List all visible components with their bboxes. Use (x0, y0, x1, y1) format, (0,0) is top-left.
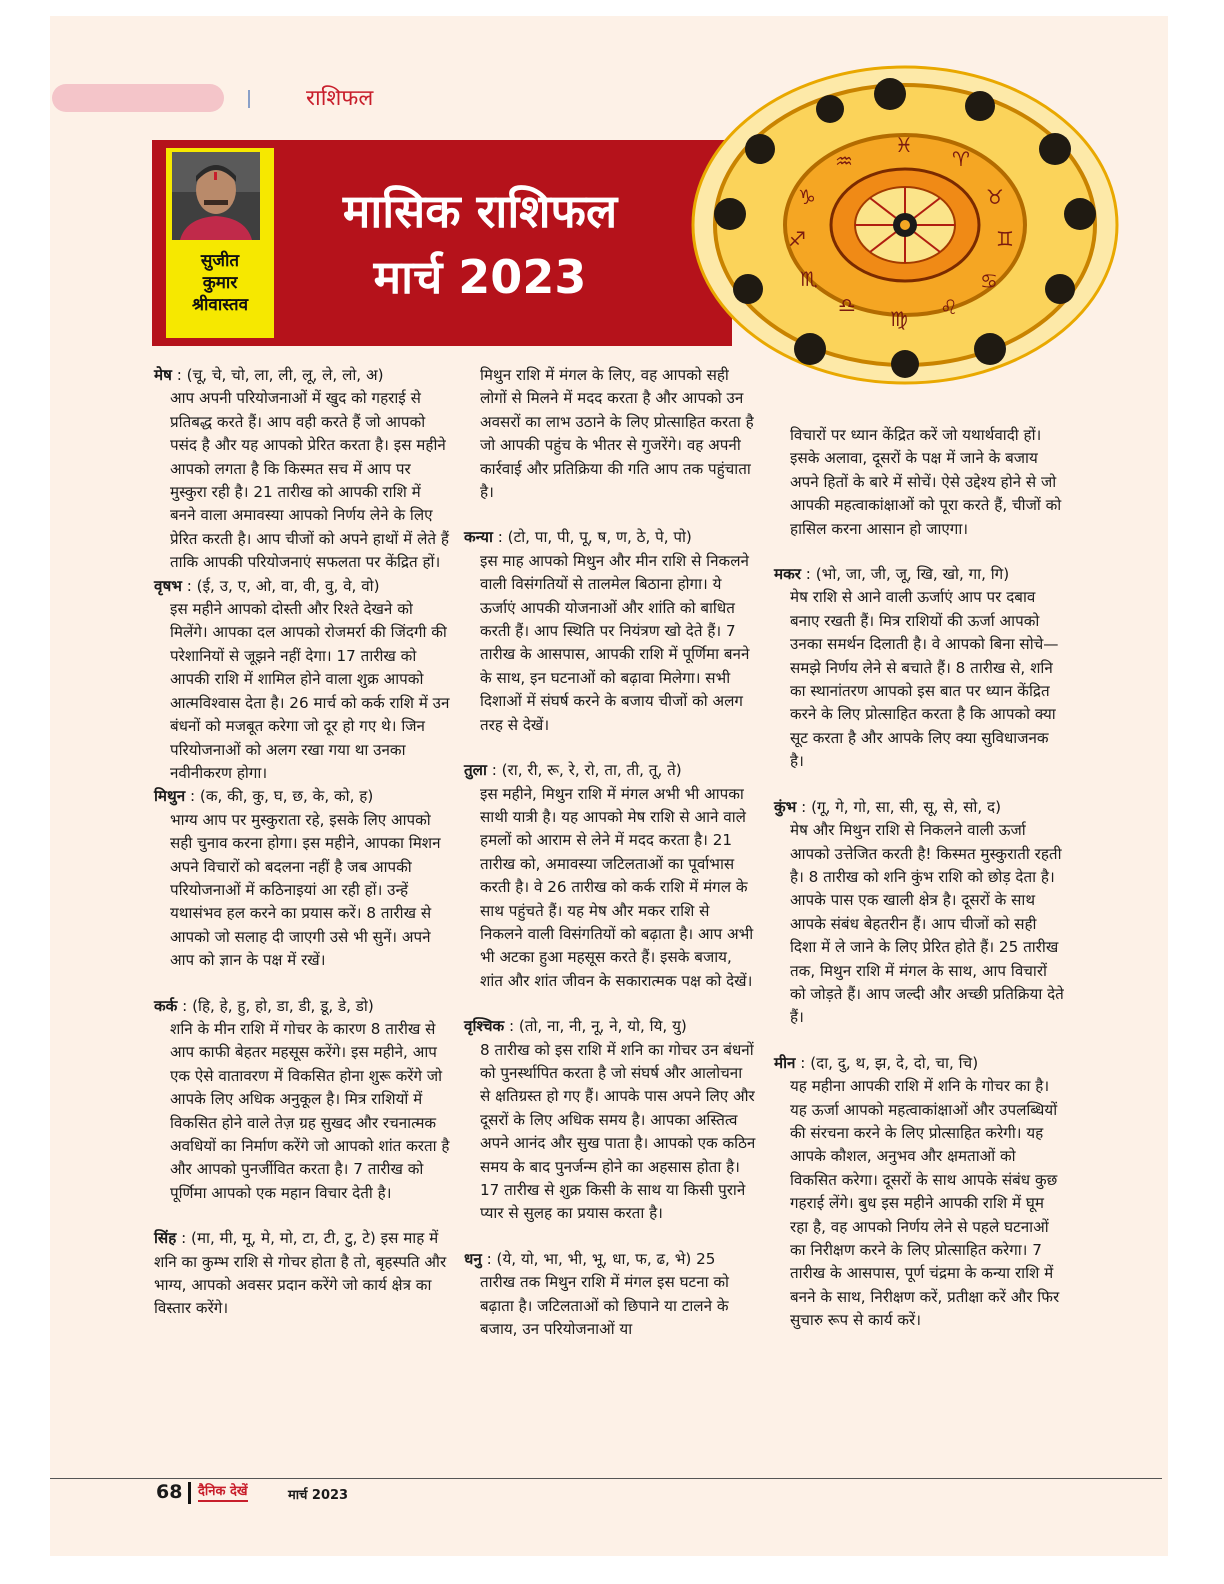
author-name-line-1: सुजीत (200, 251, 240, 271)
sign-syllables: : (ई, उ, ए, ओ, वा, वी, वु, वे, वो) (181, 576, 380, 595)
svg-text:♏: ♏ (800, 267, 818, 291)
sign-kumbh (774, 796, 1064, 1030)
continued-text: विचारों पर ध्यान केंद्रित करें जो यथार्थवादी हों। इसके अलावा, दूसरों के पक्ष में जाने के बजाय अपने हितों के बारे में सोचें। ऐसे उद्देश्य होने से जो आपकी महत्वाकांक्षाओं को पूरा करते हैं, चीजों को हासिल करना आसान हो जाएगा। (790, 426, 1062, 538)
sign-syllables: : (मा, मी, मू, मे, मो, टा, टी, टु, टे) इस माह में शनि का कुम्भ राशि से गोचर होता है तो, बृहस्पति और भाग्य, आपको अवसर प्रदान करेंगे जो कार्य क्षेत्र का विस्तार करेंगे। (154, 1229, 447, 1318)
sign-text: 8 तारीख को इस राशि में शनि का गोचर उन बंधनों को पुनर्स्थापित करता है जो संघर्ष और आलोचना से क्षतिग्रस्त हो गए हैं। आपके पास अपने लिए और दूसरों के लिए अधिक समय है। आपका अस्तित्व अपने आनंद और सुख पाता है। आपको एक कठिन समय के बाद पुनर्जन्म होने का अहसास होता है। 17 तारीख से शुक्र किसी के साथ या किसी पुराने प्यार से सुलह का प्रयास करता है। (480, 1040, 756, 1223)
sign-name: वृश्चिक (464, 1017, 505, 1036)
sign-header (154, 364, 450, 387)
sign-syllables: : (ये, यो, भा, भी, भू, धा, फ, ढ, भे) 25 (481, 1249, 716, 1268)
sign-text: शनि के मीन राशि में गोचर के कारण 8 तारीख से आप काफी बेहतर महसूस करेंगे। इस महीने, आप एक ऐसे वातावरण में विकसित होना शुरू करेंगे जो आपके लिए अधिक अनुकूल है। मित्र राशियों में विकसित होने वाले तेज़ ग्रह सुखद और रचनात्मक अवधियों का निर्माण करेंगे जो आपको शांत करता है और आपको पुनर्जीवित करता है। 7 तारीख को पूर्णिमा आपको एक महान विचार देती है। (170, 1019, 450, 1202)
author-photo (172, 152, 260, 240)
sign-vrishabh (154, 575, 450, 786)
sign-text: मेष राशि से आने वाली ऊर्जाएं आप पर दबाव बनाए रखती हैं। मित्र राशियों की ऊर्जा आपको उनका समर्थन दिलाती है। वे आपको बिना सोचे—समझे निर्णय लेने से बचाते हैं। 8 तारीख से, शनि का स्थानांतरण आपको इस बात पर ध्यान केंद्रित करने के लिए प्रोत्साहित करता है कि आपको क्या सूट करता है और आपके लिए क्या सुविधाजनक है। (790, 588, 1059, 771)
author-name-line-3: श्रीवास्तव (191, 295, 249, 315)
sign-name: मेष (154, 366, 172, 384)
sign-header (774, 563, 1064, 586)
svg-text:♑: ♑ (798, 185, 816, 209)
sign-header (154, 785, 450, 808)
sign-syllables: : (दा, दु, थ, झ, दे, दो, चा, चि) (795, 1053, 979, 1072)
sign-name: सिंह (154, 1229, 177, 1248)
sign-name: कुंभ (774, 797, 797, 816)
sign-singh (154, 1227, 450, 1321)
sign-makar (774, 563, 1064, 774)
sign-header (464, 759, 756, 782)
issue-date: मार्च 2023 (288, 1488, 349, 1503)
sign-kanya (464, 526, 756, 737)
svg-text:♓: ♓ (895, 133, 913, 157)
sign-name: कर्क (154, 996, 178, 1015)
sign-name: तुला (464, 761, 487, 780)
sign-name: मकर (774, 565, 801, 584)
sign-syllables: : (गू, गे, गो, सा, सी, सू, से, सो, द) (796, 797, 1001, 816)
sign-header (464, 1015, 756, 1038)
sign-header (774, 1052, 1064, 1075)
sign-syllables: : (क, की, कु, घ, छ, के, को, ह) (185, 787, 374, 806)
author-name (166, 250, 274, 316)
author-name-line-2: कुमार (202, 273, 238, 293)
sign-text: आप अपनी परियोजनाओं में खुद को गहराई से प्रतिबद्ध करते हैं। आप वही करते हैं जो आपको पसंद है और यह आपको प्रेरित करता है। इस महीने आपको लगता है कि किस्मत सच में आप पर मुस्कुरा रही है। 21 तारीख को आपकी राशि में बनने वाला अमावस्या आपको निर्णय लेने के लिए प्रेरित करती है। आप चीजों को अपने हाथों में लेते हैं ताकि आपकी परियोजनाएं सफलता पर केंद्रित हों। (170, 389, 449, 572)
sign-meen (774, 1052, 1064, 1333)
sign-name: वृषभ (154, 576, 182, 595)
page-number: 68 (156, 1481, 183, 1503)
sign-text: भाग्य आप पर मुस्कुराता रहे, इसके लिए आपको सही चुनाव करना होगा। इस महीने, आपका मिशन अपने विचारों को बदलना नहीं है जब आपकी परियोजनाओं में कठिनाइयां आ रही हों। उन्हें यथासंभव हल करने का प्रयास करें। 8 तारीख से आपको जो सलाह दी जाएगी उसे भी सुनें। अपने आप को ज्ञान के पक्ष में रखें। (170, 810, 441, 970)
sign-name: मिथुन (154, 787, 186, 806)
column-3 (774, 424, 1064, 1355)
sign-kark (154, 995, 450, 1206)
sign-header (464, 526, 756, 549)
header-pill (52, 84, 224, 112)
svg-text:♌: ♌ (940, 295, 958, 319)
sign-header (774, 796, 1064, 819)
continued-text: मिथुन राशि में मंगल के लिए, वह आपको सही लोगों से मिलने में मदद करता है और आपको उन अवसरों का लाभ उठाने के लिए प्रोत्साहित करता है जो आपकी पहुंच के भीतर से गुजरेंगे। वह अपनी कार्रवाई और प्रतिक्रिया की गति आप तक पहुंचाता है। (480, 366, 754, 502)
sign-syllables: : (रा, री, रू, रे, रो, ता, ती, तू, ते) (486, 761, 682, 780)
sign-text: इस महीने आपको दोस्ती और रिश्ते देखने को मिलेंगे। आपका दल आपको रोजमर्रा की जिंदगी की परेशानियों से जूझने नहीं देगा। 17 तारीख को आपकी राशि में शामिल होने वाला शुक्र आपको आत्मविश्वास देता है। 26 मार्च को कर्क राशि में उन बंधनों को मजबूत करेगा जो दूर हो गए थे। जिन परियोजनाओं को अलग रखा गया था उनका नवीनीकरण होगा। (170, 600, 450, 782)
svg-text:♈: ♈ (952, 147, 970, 171)
sign-header (154, 1227, 450, 1321)
zodiac-wheel-icon (690, 64, 1120, 386)
sign-dhanu (464, 1248, 756, 1342)
sign-mesh (154, 364, 450, 575)
svg-text:♐: ♐ (788, 227, 806, 251)
sign-text: मेष और मिथुन राशि से निकलने वाली ऊर्जा आपको उत्तेजित करती है! किस्मत मुस्कुराती रहती है। 8 तारीख को शनि कुंभ राशि को छोड़ देता है। आपके पास एक खाली क्षेत्र है। दूसरों के साथ आपके संबंध बेहतरीन हैं। आप चीजों को सही दिशा में ले जाने के लिए प्रेरित होते हैं। 25 तारीख तक, मिथुन राशि में मंगल के साथ, आप विचारों को जोड़ते हैं। आप जल्दी और अच्छी प्रतिक्रिया देते हैं। (790, 821, 1064, 1027)
sign-text: इस माह आपको मिथुन और मीन राशि से निकलने वाली विसंगतियों से तालमेल बिठाना होगा। ये ऊर्जाएं आपकी योजनाओं और शांति को बाधित करती हैं। आप स्थिति पर नियंत्रण खो देते हैं। 7 तारीख के आसपास, आपकी राशि में पूर्णिमा बनने के साथ, इन घटनाओं को बढ़ावा मिलेगा। सभी दिशाओं में संघर्ष करने के बजाय चीजों को अलग तरह से देखें। (480, 551, 750, 734)
sign-text: तारीख तक मिथुन राशि में मंगल इस घटना को बढ़ाता है। जटिलताओं को छिपाने या टालने के बजाय, उन परियोजनाओं या (480, 1273, 729, 1339)
title-line-1: मासिक राशिफल (342, 184, 618, 238)
footer-separator (188, 1482, 191, 1504)
svg-text:♉: ♉ (986, 185, 1004, 209)
section-label: राशिफल (306, 86, 374, 111)
svg-text:♊: ♊ (996, 227, 1014, 251)
title-line-2: मार्च 2023 (373, 250, 587, 304)
sign-syllables: : (चू, चे, चो, ला, ली, लू, ले, लो, अ) (171, 366, 384, 384)
sign-tula (464, 759, 756, 993)
sign-text: यह महीना आपकी राशि में शनि के गोचर का है। यह ऊर्जा आपको महत्वाकांक्षाओं और उपलब्धियों की संरचना करने के लिए प्रोत्साहित करेगी। यह आपके कौशल, अनुभव और क्षमताओं को विकसित करेगा। दूसरों के साथ आपके संबंध कुछ गहराई लेंगे। बुध इस महीने आपकी राशि में घूम रहा है, वह आपको निर्णय लेने से पहले घटनाओं का निरीक्षण करने के लिए प्रोत्साहित करेगा। 7 तारीख के आसपास, पूर्ण चंद्रमा के कन्या राशि में बनने के साथ, निरीक्षण करें, प्रतीक्षा करें और फिर सुचारु रूप से कार्य करें। (790, 1077, 1060, 1330)
sign-header (464, 1248, 756, 1271)
sign-name: मीन (774, 1053, 796, 1072)
sign-name: कन्या (464, 528, 493, 547)
sign-vrishchik (464, 1015, 756, 1226)
svg-text:♋: ♋ (980, 269, 998, 293)
sign-syllables: : (हि, हे, हु, हो, डा, डी, डू, डे, डो) (177, 996, 374, 1015)
sign-syllables: : (तो, ना, नी, नू, ने, यो, यि, यु) (504, 1017, 687, 1036)
column-2 (464, 364, 756, 1363)
sign-header (154, 575, 450, 598)
svg-text:♎: ♎ (838, 293, 856, 317)
person-photo-icon (172, 152, 260, 240)
publication-name: दैनिक देखें (198, 1484, 248, 1502)
sign-syllables: : (भो, जा, जी, जू, खि, खो, गा, गि) (800, 565, 1010, 584)
sign-text: इस महीने, मिथुन राशि में मंगल अभी भी आपका साथी यात्री है। यह आपको मेष राशि से आने वाले हमलों को आराम से लेने में मदद करता है। 21 तारीख को, अमावस्या जटिलताओं का पूर्वाभास करती है। वे 26 तारीख को कर्क राशि में मंगल के साथ पहुंचते हैं। यह मेष और मकर राशि से निकलने वाली विसंगतियों को बढ़ाता है। आप अभी भी अटका हुआ महसूस करते हैं। इसके बजाय, शांत और शांत जीवन के सकारात्मक पक्ष को देखें। (480, 784, 754, 990)
page-title (300, 178, 660, 310)
svg-text:♒: ♒ (835, 149, 853, 173)
column-1 (154, 364, 450, 1343)
sign-name: धनु (464, 1249, 482, 1268)
footer-rule (50, 1478, 1162, 1479)
sign-syllables: : (टो, पा, पी, पू, ष, ण, ठे, पे, पो) (492, 528, 692, 547)
sign-mithun (154, 785, 450, 972)
header-separator (248, 90, 250, 108)
sign-header (154, 995, 450, 1018)
svg-text:♍: ♍ (890, 307, 908, 331)
